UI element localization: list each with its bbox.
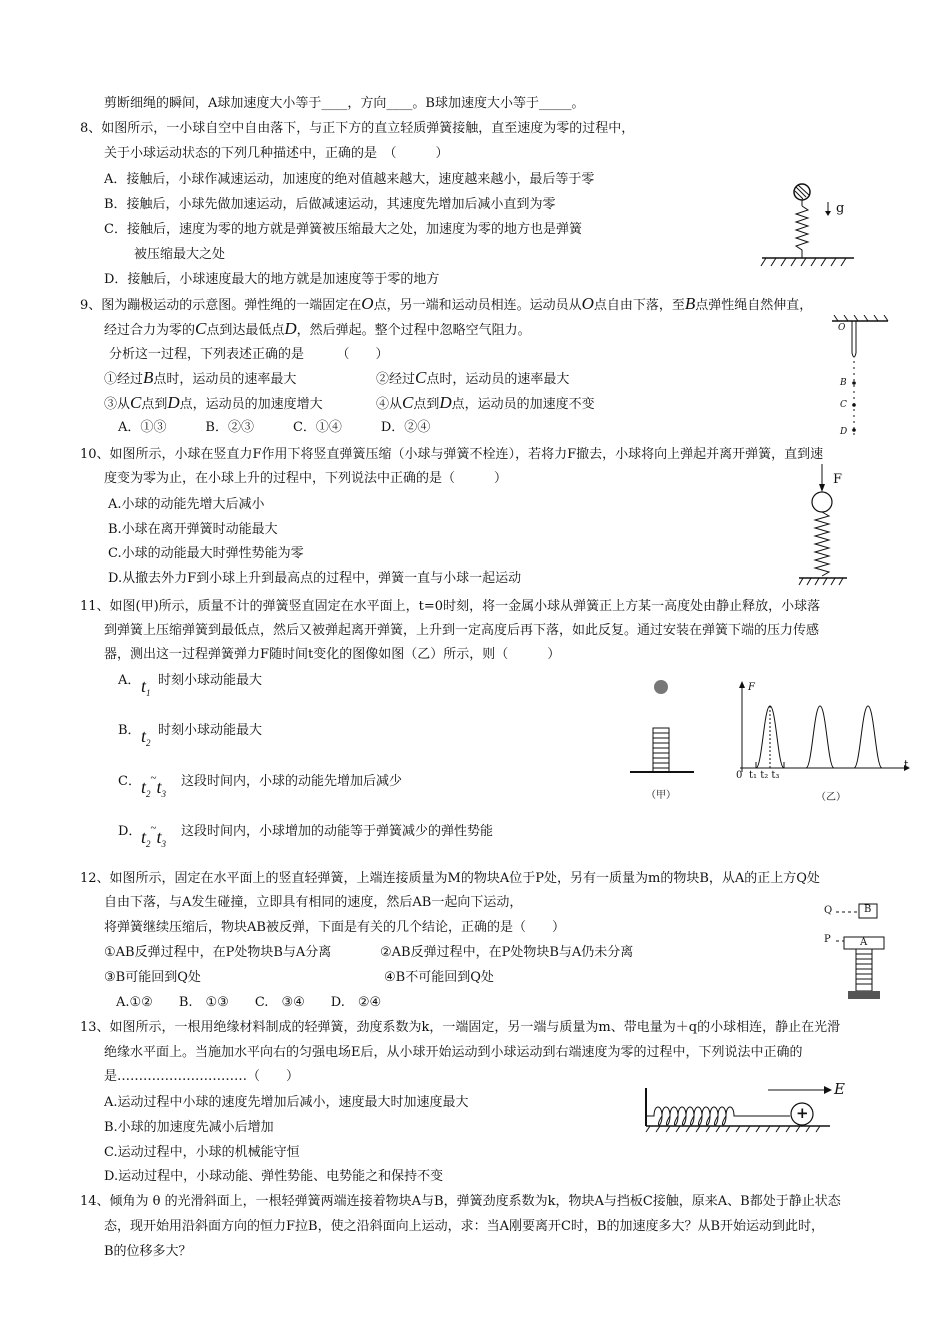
q12-stem-1: 12、如图所示，固定在水平面上的竖直轻弹簧，上端连接质量为M的物块A位于P处，另有一质量为m的物块B，从A的正上方Q处 [80,871,820,886]
q11-option-c-text: 这段时间内，小球的动能先增加后减少 [181,774,403,789]
q8-option-d: D．接触后，小球速度最大的地方就是加速度等于零的地方 [104,272,440,287]
q11-stem-3: 器，测出这一过程弹簧弹力F随时间t变化的图像如图（乙）所示，则（ ） [104,647,561,662]
q9-choices: A．①③ B．②③ C．①④ D．②④ [118,420,431,435]
q9-figure [830,315,890,440]
q10-stem-2: 度变为零为止，在小球上升的过程中，下列说法中正确的是（ ） [104,471,508,486]
q11-option-a-var: $t_1$ [141,676,151,698]
q9-stem-1: 9、图为蹦极运动的示意图。弹性绳的一端固定在O点，另一端和运动员相连。运动员从O点自由下落，至B点弹性绳自然伸直， [80,294,813,313]
q9-fig-label-b: B [840,378,847,388]
q9-fig-label-o: O [838,323,846,333]
q8-figure [758,180,858,270]
q12-option-3: ③B可能回到Q处 [104,970,201,985]
q12-option-2: ②AB反弹过程中，在P处物块B与A仍未分离 [380,945,634,960]
q12-fig-label-p: P [824,934,831,945]
q11-axis-origin: 0 [736,770,743,781]
q11-option-c-label: C． [118,774,141,789]
q11-figure-yi [730,676,915,803]
q11-option-c-var: $t_2^\sim t_3$ [141,772,166,799]
q11-fig-yi-label: （乙） [816,792,846,803]
q11-stem-2: 到弹簧上压缩弹簧到最低点，然后又被弹起离开弹簧，上升到一定高度后再下落，如此反复。通过安装在弹簧下端的压力传感 [104,623,820,638]
q11-option-a-label: A． [118,673,141,688]
q9-option-4: ④从C点到D点，运动员的加速度不变 [376,393,595,412]
q13-option-b: B.小球的加速度先减小后增加 [104,1120,274,1135]
q12-choices: A.①② B. ①③ C. ③④ D. ②④ [116,995,382,1010]
q8-option-c-1: C．接触后，速度为零的地方就是弹簧被压缩最大之处，加速度为零的地方也是弹簧 [104,222,582,237]
q9-option-2: ②经过C点时，运动员的速率最大 [376,368,570,387]
q9-option-3: ③从C点到D点，运动员的加速度增大 [104,393,323,412]
q8-gravity-label: g [836,201,845,216]
q9-stem-2: 经过合力为零的C点到达最低点D，然后弹起。整个过程中忽略空气阻力。 [104,319,531,338]
q11-option-b-var: $t_2$ [141,726,151,748]
q11-axis-f: F [748,682,755,693]
q13-option-a: A.运动过程中小球的速度先增加后减小，速度最大时加速度最大 [104,1095,469,1110]
q13-stem-2: 绝缘水平面上。当施加水平向右的匀强电场E后，从小球开始运动到小球运动到右端速度为零的过程中，下列说法中正确的 [104,1045,803,1060]
q11-figure-jia [628,676,698,801]
q11-option-b-text: 时刻小球动能最大 [158,723,263,738]
q8-option-a: A．接触后，小球作减速运动，加速度的绝对值越来越大，速度越来越小，最后等于零 [104,172,595,187]
q10-force-label: F [833,472,843,487]
q11-axis-ticks: t₁ t₂ t₃ [749,770,780,781]
q7-line: 剪断细绳的瞬间，A球加速度大小等于____，方向____。B球加速度大小等于_____。 [104,96,585,111]
q8-option-c-2: 被压缩最大之处 [134,247,226,262]
q12-stem-2: 自由下落，与A发生碰撞，立即具有相同的速度，然后AB一起向下运动， [104,895,523,910]
q12-option-4: ④B不可能回到Q处 [384,970,494,985]
q11-option-d-var: $t_2^\sim t_3$ [141,822,166,849]
q10-option-b: B.小球在离开弹簧时动能最大 [108,522,278,537]
q11-option-d-label: D． [118,824,142,839]
q12-fig-label-q: Q [824,905,833,916]
q14-stem-2: 态，现开始用沿斜面方向的恒力F拉B，使之沿斜面向上运动，求：当A刚要离开C时，B的加速度多大？从B开始运动到此时， [104,1219,825,1234]
q12-fig-label-a: A [860,937,868,948]
q13-option-c: C.运动过程中，小球的机械能守恒 [104,1145,300,1160]
q12-figure [822,895,902,1005]
q13-field-label: E [834,1080,845,1098]
q9-stem-3: 分析这一过程，下列表述正确的是 （ ） [109,347,389,362]
q10-option-a: A.小球的动能先增大后减小 [108,497,265,512]
q14-stem-3: B的位移多大？ [104,1244,192,1259]
q13-stem-3: 是…………………………（ ） [104,1069,300,1084]
q13-option-d: D.运动过程中，小球动能、弹性势能、电势能之和保持不变 [104,1169,444,1184]
q13-stem-1: 13、如图所示，一根用绝缘材料制成的轻弹簧，劲度系数为k，一端固定，另一端与质量为m、带电量为＋q的小球相连，静止在光滑 [80,1020,841,1035]
q8-option-b: B．接触后，小球先做加速运动，后做减速运动，其速度先增加后减小直到为零 [104,197,556,212]
q8-stem-2: 关于小球运动状态的下列几种描述中，正确的是 （ ） [104,146,449,161]
q13-charge-symbol: + [796,1104,809,1122]
q11-option-a-text: 时刻小球动能最大 [158,673,263,688]
q8-stem-1: 8、如图所示，一小球自空中自由落下，与正下方的直立轻质弹簧接触，直至速度为零的过程中， [80,121,635,136]
q12-fig-label-b: B [864,904,872,915]
q11-option-b-label: B． [118,723,141,738]
q11-fig-jia-label: （甲） [646,790,676,801]
q9-fig-label-d: D [840,427,848,437]
q10-figure [795,462,855,590]
q10-option-c: C.小球的动能最大时弹性势能为零 [108,546,304,561]
q12-option-1: ①AB反弹过程中，在P处物块B与A分离 [104,945,332,960]
q12-stem-3: 将弹簧继续压缩后，物块AB被反弹，下面是有关的几个结论，正确的是（ ） [104,920,565,935]
q10-option-d: D.从撤去外力F到小球上升到最高点的过程中，弹簧一直与小球一起运动 [108,571,522,586]
q14-stem-1: 14、倾角为 θ 的光滑斜面上，一根轻弹簧两端连接着物块A与B，弹簧劲度系数为k，物块A与挡板C接触，原来A、B都处于静止状态 [80,1194,841,1209]
q11-stem-1: 11、如图(甲)所示，质量不计的弹簧竖直固定在水平面上，t=0时刻，将一金属小球从弹簧正上方某一高度处由静止释放，小球落 [80,599,821,614]
q9-option-1: ①经过B点时，运动员的速率最大 [104,368,297,387]
q11-axis-t: t [904,758,909,771]
q9-fig-label-c: C [840,400,847,410]
q11-option-d-text: 这段时间内，小球增加的动能等于弹簧减少的弹性势能 [181,824,494,839]
q10-stem-1: 10、如图所示，小球在竖直力F作用下将竖直弹簧压缩（小球与弹簧不栓连），若将力F撤去，小球将向上弹起并离开弹簧，直到速 [80,447,824,462]
q13-figure [630,1080,845,1140]
